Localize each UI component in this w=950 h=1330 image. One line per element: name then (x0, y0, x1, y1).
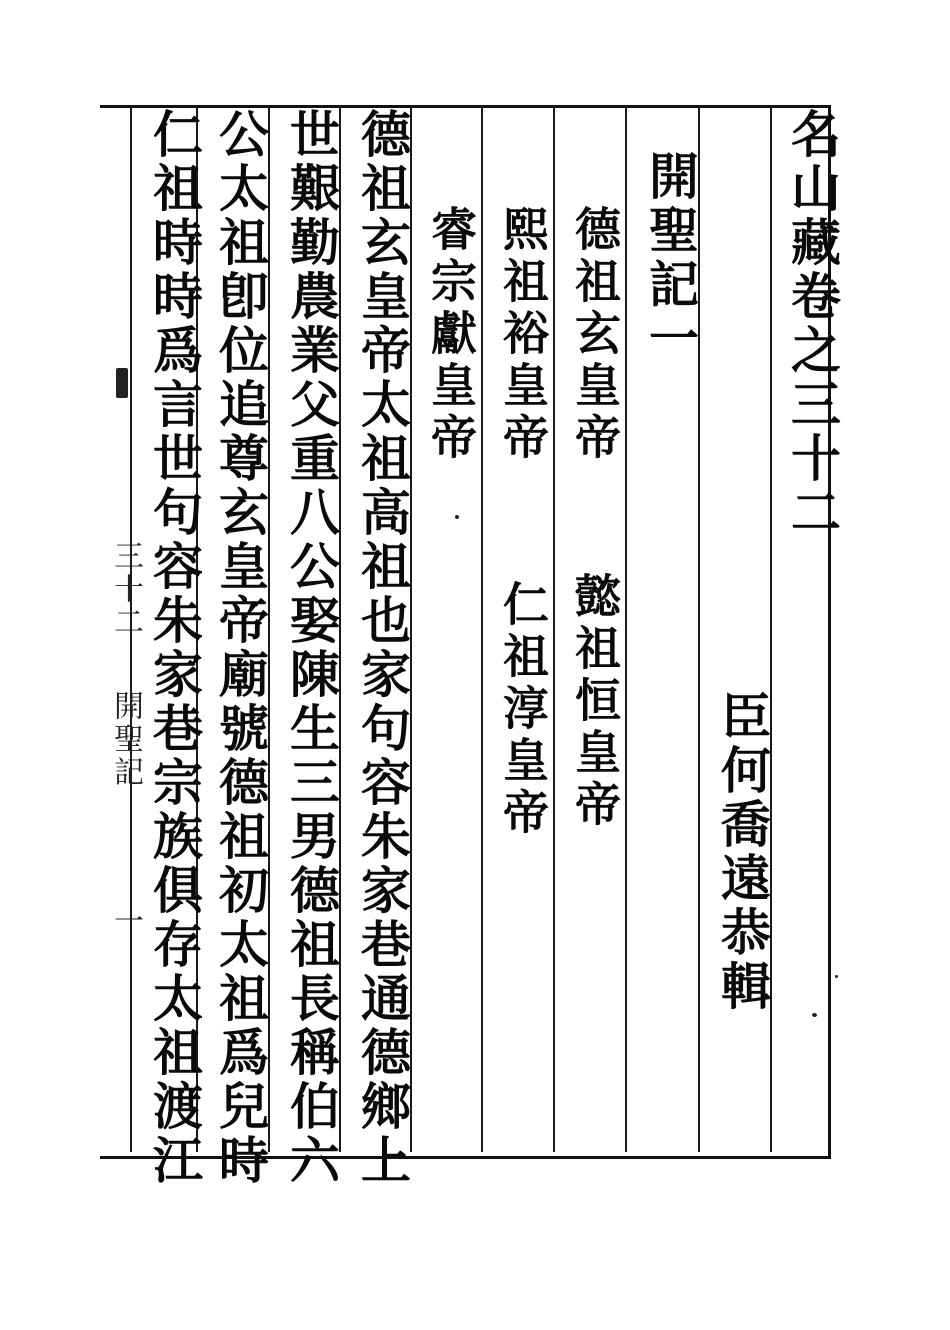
body-line: 仁祖時時爲言世句容朱家巷宗族俱存太祖渡江 (145, 108, 204, 1188)
section-title: 開聖記一 (641, 150, 700, 366)
book-title: 名山藏卷之三十二 (783, 108, 842, 540)
body-line: 世艱勤農業父重八公娶陳生三男德祖長稱伯六 (282, 108, 341, 1188)
margin-page: 一 (108, 905, 143, 938)
body-line: 公太祖卽位追尊玄皇帝廟號德祖初太祖爲兒時 (211, 108, 270, 1188)
body-line: 德祖玄皇帝太祖高祖也家句容朱家巷通德鄉上 (353, 108, 412, 1188)
margin-volume: 三十二 (108, 540, 143, 639)
fold-mark (116, 368, 128, 398)
emperor-name: 德祖玄皇帝 (568, 205, 622, 465)
author-line: 臣何喬遠恭輯 (713, 690, 772, 1014)
emperor-name: 懿祖恒皇帝 (568, 572, 622, 832)
emperor-name: 仁祖淳皇帝 (496, 580, 550, 840)
emperor-name: 熙祖裕皇帝 (496, 205, 550, 465)
ink-speck (455, 515, 459, 519)
emperor-name: 睿宗獻皇帝 (424, 205, 478, 465)
margin-title: 開聖記 (108, 690, 143, 789)
ink-speck (812, 1013, 817, 1017)
ink-speck (835, 975, 838, 978)
